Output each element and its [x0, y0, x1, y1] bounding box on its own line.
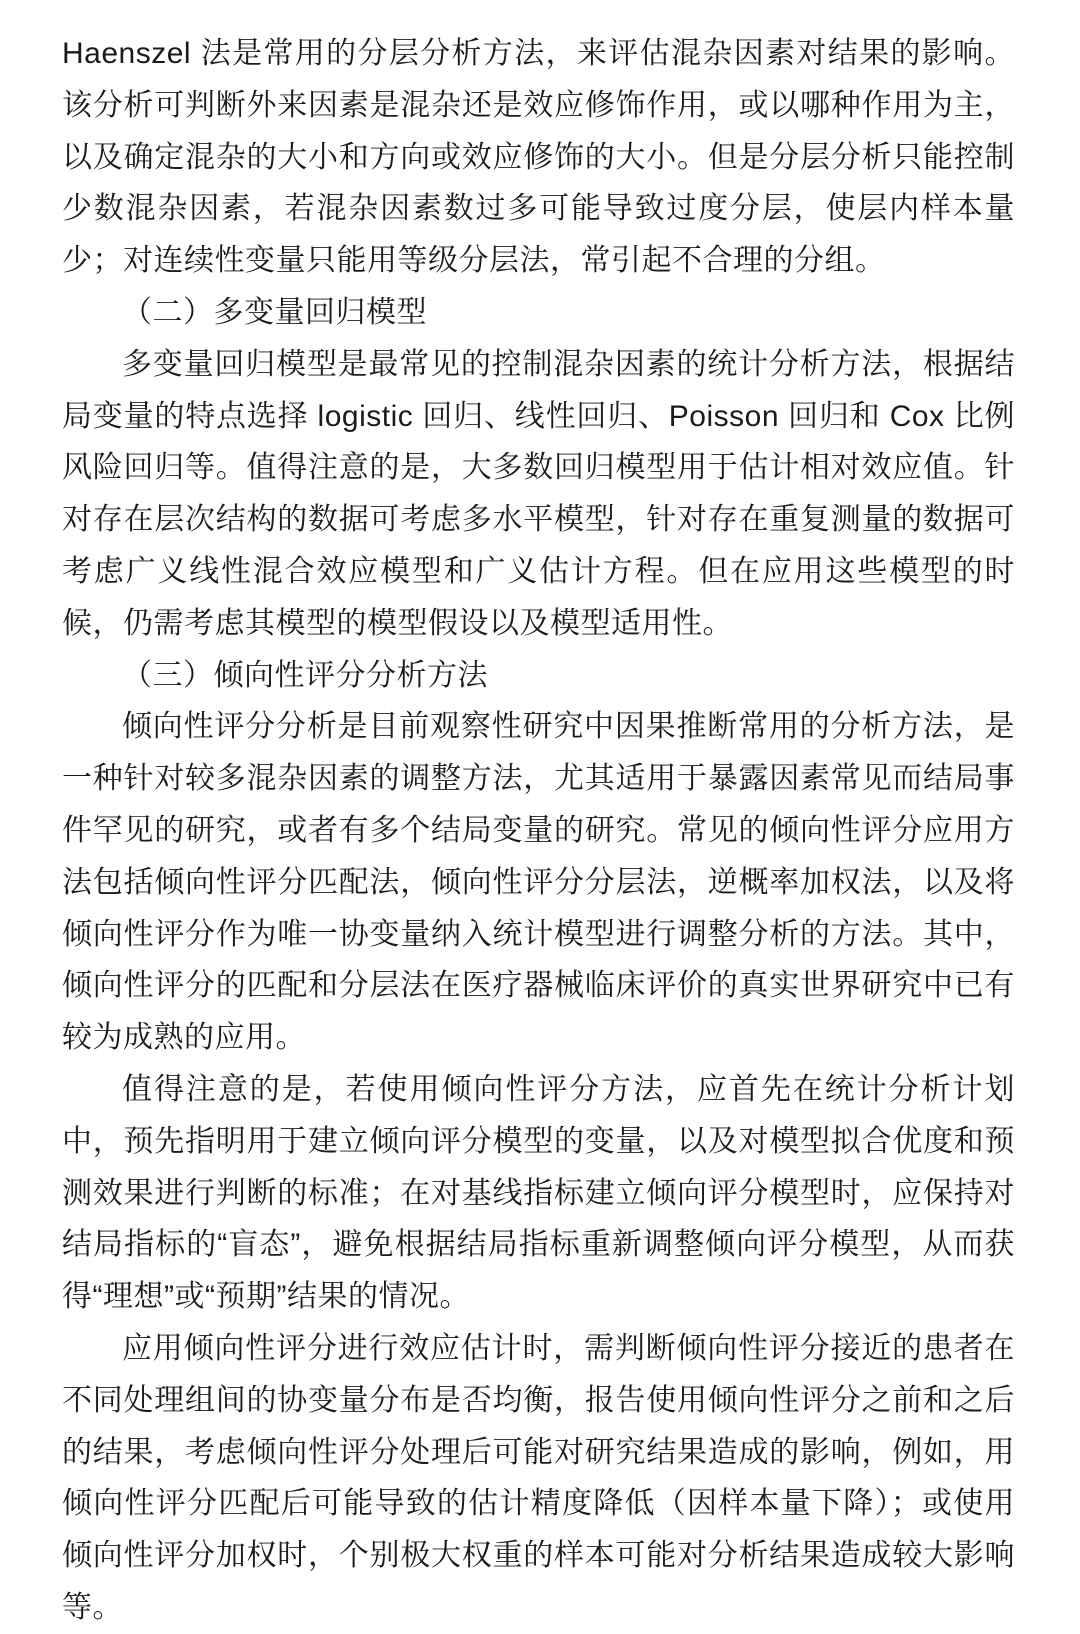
section-heading-multivariate-regression: （二）多变量回归模型 [122, 295, 427, 329]
paragraph-propensity-score-estimation: 应用倾向性评分进行效应估计时，需判断倾向性评分接近的患者在不同处理组间的协变量分布是否均衡，报告使用倾向性评分之前和之后的结果，考虑倾向性评分处理后可能对研究结果造成的影响，例如，用倾向性评分匹配后可能导致的估计精度降低（因样本量下降）；或使用倾向性评分加权时，个别极大权重的样本可能对分析结果造成较大影响等。 [62, 1331, 1015, 1624]
document-page [62, 28, 1015, 1634]
paragraph-stratified-analysis-continued: Haenszel 法是常用的分层分析方法，来评估混杂因素对结果的影响。该分析可判断外来因素是混杂还是效应修饰作用，或以哪种作用为主，以及确定混杂的大小和方向或效应修饰的大小。但是分层分析只能控制少数混杂因素，若混杂因素数过多可能导致过度分层，使层内样本量少；对连续性变量只能用等级分层法，常引起不合理的分组。 [62, 37, 1015, 278]
section-heading-propensity-score: （三）倾向性评分分析方法 [122, 658, 488, 692]
paragraph-propensity-score-planning: 值得注意的是，若使用倾向性评分方法，应首先在统计分析计划中，预先指明用于建立倾向评分模型的变量，以及对模型拟合优度和预测效果进行判断的标准；在对基线指标建立倾向评分模型时，应保持对结局指标的“盲态”，避免根据结局指标重新调整倾向评分模型，从而获得“理想”或“预期”结果的情况。 [62, 1072, 1015, 1314]
paragraph-multivariate-regression: 多变量回归模型是最常见的控制混杂因素的统计分析方法，根据结局变量的特点选择 logistic 回归、线性回归、Poisson 回归和 Cox 比例风险回归等。值得注意的是，大多数回归模型用于估计相对效应值。针对存在层次结构的数据可考虑多水平模型，针对存在重复测量的数据可考虑广义线性混合效应模型和广义估计方程。但在应用这些模型的时候，仍需考虑其模型的模型假设以及模型适用性。 [62, 347, 1015, 640]
paragraph-propensity-score-overview: 倾向性评分分析是目前观察性研究中因果推断常用的分析方法，是一种针对较多混杂因素的调整方法，尤其适用于暴露因素常见而结局事件罕见的研究，或者有多个结局变量的研究。常见的倾向性评分应用方法包括倾向性评分匹配法，倾向性评分分层法，逆概率加权法，以及将倾向性评分作为唯一协变量纳入统计模型进行调整分析的方法。其中，倾向性评分的匹配和分层法在医疗器械临床评价的真实世界研究中已有较为成熟的应用。 [62, 710, 1015, 1055]
